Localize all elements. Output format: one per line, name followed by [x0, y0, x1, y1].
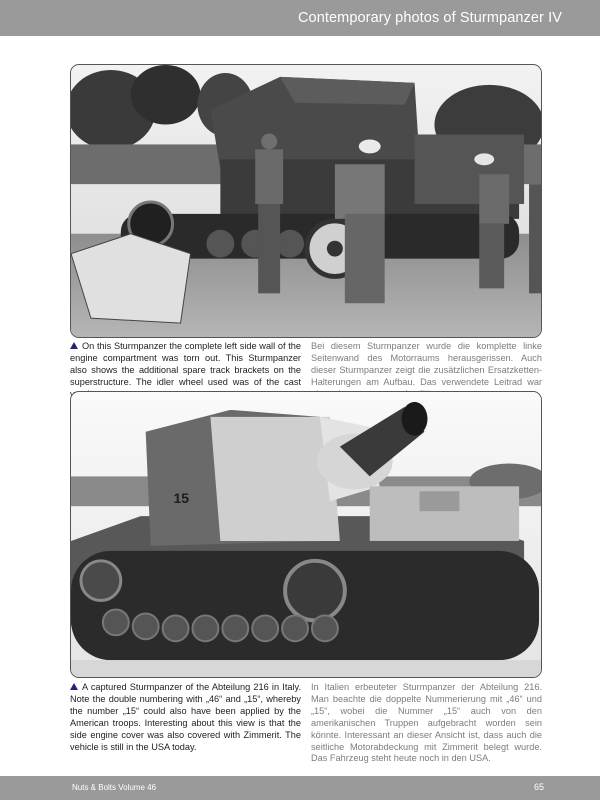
photo-1-image: [71, 65, 541, 337]
publication-name: Nuts & Bolts Volume 46: [72, 783, 157, 792]
photo-1-captions: [70, 341, 542, 389]
page-footer-band: [0, 776, 600, 800]
caption-english: [70, 341, 301, 389]
caption-english-text: On this Sturmpanzer the complete left side wall of the engine compartment was torn out. This Sturmpanzer also shows the additional spare track brackets on the superstructure. The idler wheel used was of the cast: [70, 341, 301, 387]
caption-english-text: A captured Sturmpanzer of the Abteilung 216 in Italy. Note the double numbering with „46“ and „15“, whereby the number „15“ could also have been applied by the American troops. Interesting about this view is that the side engine cover was also covered with Zimmerit. The vehicle is still in the USA today.: [70, 682, 301, 752]
page-title: Contemporary photos of Sturmpanzer IV: [297, 10, 562, 26]
caption-english: [70, 682, 301, 752]
photo-damaged-sturmpanzer: [70, 64, 542, 338]
photo-captured-sturmpanzer: [70, 391, 542, 678]
page-number: 65: [533, 782, 544, 792]
caption-marker-icon: [70, 342, 78, 349]
vehicle-number-marking: 15: [173, 490, 190, 507]
caption-marker-icon: [70, 683, 78, 690]
caption-german: Bei diesem Sturmpanzer wurde die komplette linke Seitenwand des Motorraums herausgerissen. Auch dieser Sturmpanzer zeigt die zusätzlichen Ersatzketten-Halterungen am Aufbau. Das verwendete Leitrad war: [311, 341, 542, 387]
caption-german: In Italien erbeuteter Sturmpanzer der Abteilung 216. Man beachte die doppelte Nummerierung mit „46“ und „15“, wobei die Nummer „15“ auch von den amerikanischen Truppen aufgebracht worden sein könnte. Interessant an dieser Ansicht ist, dass auch die seitliche Motorabdeckung mit Zimmerit belegt wurde. Das Fahrzeug steht heute noch in den USA.: [311, 682, 542, 764]
photo-2-image: [71, 392, 541, 677]
page-header-band: [0, 0, 600, 36]
photo-2-captions: [70, 682, 542, 764]
